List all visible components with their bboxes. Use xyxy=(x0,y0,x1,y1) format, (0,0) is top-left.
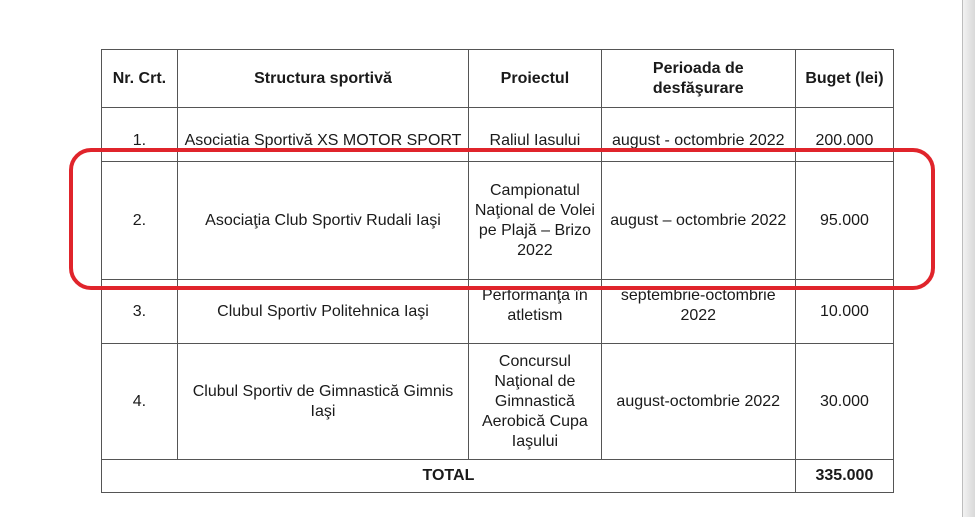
total-row xyxy=(102,460,894,493)
table-row xyxy=(102,162,894,280)
cell-structura: Clubul Sportiv Politehnica Iaşi xyxy=(177,280,468,344)
table-row xyxy=(102,280,894,344)
cell-nr: 1. xyxy=(102,108,178,162)
header-nr: Nr. Crt. xyxy=(102,50,178,108)
cell-perioada: august-octombrie 2022 xyxy=(601,344,795,460)
table-row xyxy=(102,344,894,460)
total-label: TOTAL xyxy=(102,460,796,493)
cell-proiect: Raliul Iasului xyxy=(469,108,602,162)
cell-buget: 10.000 xyxy=(795,280,893,344)
cell-proiect: Performanţa în atletism xyxy=(469,280,602,344)
cell-structura: Asociatia Sportivă XS MOTOR SPORT xyxy=(177,108,468,162)
header-buget: Buget (lei) xyxy=(795,50,893,108)
cell-perioada: septembrie-octombrie 2022 xyxy=(601,280,795,344)
cell-nr: 4. xyxy=(102,344,178,460)
cell-buget: 95.000 xyxy=(795,162,893,280)
cell-nr: 2. xyxy=(102,162,178,280)
cell-perioada: august – octombrie 2022 xyxy=(601,162,795,280)
cell-nr: 3. xyxy=(102,280,178,344)
budget-table xyxy=(101,49,894,493)
page-edge xyxy=(962,0,975,517)
cell-buget: 30.000 xyxy=(795,344,893,460)
cell-structura: Clubul Sportiv de Gimnastică Gimnis Iaşi xyxy=(177,344,468,460)
cell-structura: Asociaţia Club Sportiv Rudali Iaşi xyxy=(177,162,468,280)
header-perioada: Perioada de desfăşurare xyxy=(601,50,795,108)
header-row xyxy=(102,50,894,108)
header-structura: Structura sportivă xyxy=(177,50,468,108)
cell-perioada: august - octombrie 2022 xyxy=(601,108,795,162)
header-proiect: Proiectul xyxy=(469,50,602,108)
cell-proiect: Campionatul Naţional de Volei pe Plajă – Brizo 2022 xyxy=(469,162,602,280)
cell-buget: 200.000 xyxy=(795,108,893,162)
cell-proiect: Concursul Naţional de Gimnastică Aerobică Cupa Iaşului xyxy=(469,344,602,460)
table-row xyxy=(102,108,894,162)
total-value: 335.000 xyxy=(795,460,893,493)
